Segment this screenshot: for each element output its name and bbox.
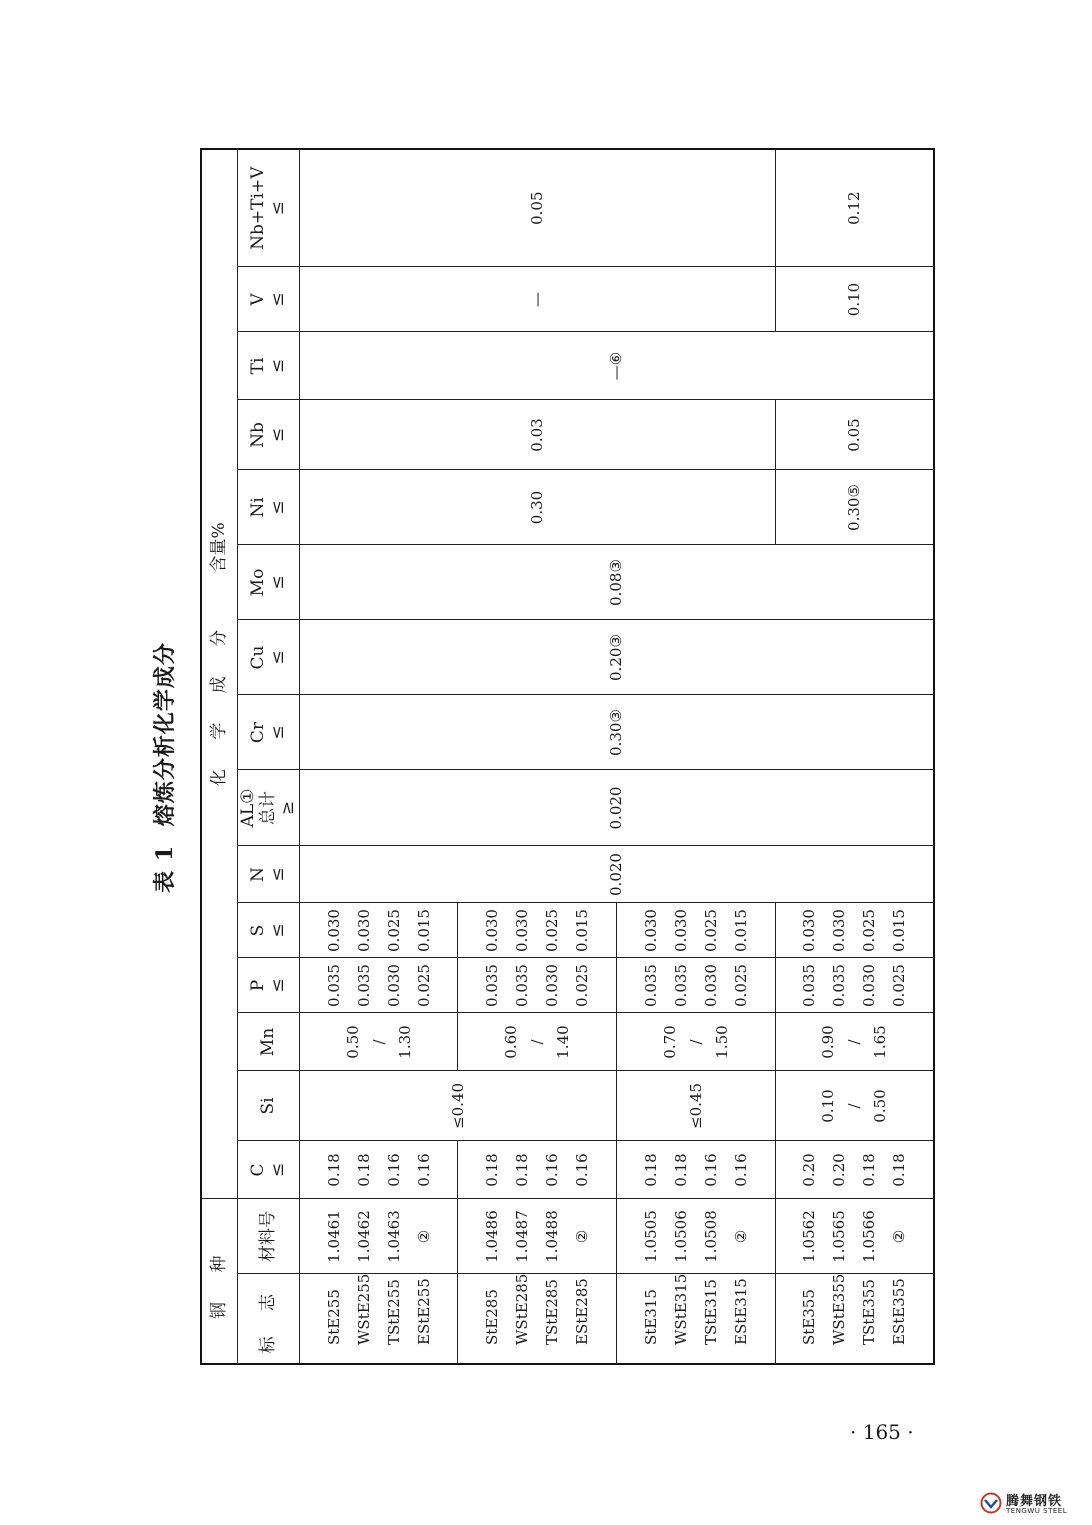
si-cell: 0.10 / 0.50	[775, 1071, 934, 1141]
material-cell: 1.0562 1.0565 1.0566 ②	[775, 1199, 934, 1274]
nbtiv-cell: 0.12	[775, 149, 934, 267]
mn-cell: 0.90 / 1.65	[775, 1013, 934, 1071]
watermark-cn: 腾舞钢铁	[1006, 1494, 1063, 1509]
header-P: P ≤	[237, 958, 299, 1013]
si-cell: ≤0.45	[617, 1071, 776, 1141]
ni-cell: 0.30	[299, 470, 775, 545]
cr-cell: 0.30③	[299, 695, 934, 770]
nb-cell: 0.05	[775, 400, 934, 470]
header-V: V ≤	[237, 267, 299, 332]
watermark	[980, 1490, 1085, 1522]
grade-cell: StE255 WStE255 TStE255 EStE255	[299, 1274, 458, 1364]
material-cell: 1.0461 1.0462 1.0463 ②	[299, 1199, 458, 1274]
watermark-en: TENGWU STEEL	[1006, 1507, 1068, 1515]
c-cell: 0.18 0.18 0.16 0.16	[458, 1141, 617, 1199]
grade-header: 标 志	[237, 1274, 299, 1364]
chemistry-header: 化 学 成 分 含量%	[201, 149, 237, 1199]
page-number: · 165 ·	[850, 1420, 914, 1444]
header-Mn: Mn	[237, 1013, 299, 1071]
s-cell: 0.030 0.030 0.025 0.015	[775, 903, 934, 958]
c-cell: 0.20 0.20 0.18 0.18	[775, 1141, 934, 1199]
ni-cell: 0.30⑤	[775, 470, 934, 545]
p-cell: 0.035 0.035 0.030 0.025	[458, 958, 617, 1013]
grade-cell: StE315 WStE315 TStE315 EStE315	[617, 1274, 776, 1364]
s-cell: 0.030 0.030 0.025 0.015	[458, 903, 617, 958]
grade-cell: StE285 WStE285 TStE285 EStE285	[458, 1274, 617, 1364]
v-cell: 0.10	[775, 267, 934, 332]
steel-type-header: 钢 种	[201, 1199, 237, 1364]
header-N: N ≤	[237, 846, 299, 903]
mn-cell: 0.50 / 1.30	[299, 1013, 458, 1071]
mo-cell: 0.08③	[299, 545, 934, 620]
rotated-table-area	[152, 166, 935, 1365]
v-cell: —	[299, 267, 775, 332]
header-Ti: Ti ≤	[237, 332, 299, 400]
p-cell: 0.035 0.035 0.030 0.025	[617, 958, 776, 1013]
nb-cell: 0.03	[299, 400, 775, 470]
si-cell: ≤0.40	[299, 1071, 616, 1141]
mn-cell: 0.60 / 1.40	[458, 1013, 617, 1071]
steel-logo-icon	[980, 1492, 1002, 1514]
ti-cell: —⑥	[299, 332, 934, 400]
s-cell: 0.030 0.030 0.025 0.015	[299, 903, 458, 958]
header-Cu: Cu ≤	[237, 620, 299, 695]
mn-cell: 0.70 / 1.50	[617, 1013, 776, 1071]
c-cell: 0.18 0.18 0.16 0.16	[299, 1141, 458, 1199]
c-cell: 0.18 0.18 0.16 0.16	[617, 1141, 776, 1199]
header-C: C ≤	[237, 1141, 299, 1199]
header-Nb: Nb ≤	[237, 400, 299, 470]
header-Cr: Cr ≤	[237, 695, 299, 770]
table-caption: 熔炼分析化学成分	[152, 642, 178, 827]
header-NbTiV: Nb+Ti+V ≤	[237, 149, 299, 267]
header-Mo: Mo ≤	[237, 545, 299, 620]
table-number: 表 1	[152, 844, 178, 893]
cu-cell: 0.20③	[299, 620, 934, 695]
nbtiv-cell: 0.05	[299, 149, 775, 267]
header-AL: AL① 总计 ≥	[237, 770, 299, 846]
s-cell: 0.030 0.030 0.025 0.015	[617, 903, 776, 958]
al-cell: 0.020	[299, 770, 934, 846]
table-title	[148, 170, 179, 1365]
material-cell: 1.0486 1.0487 1.0488 ②	[458, 1199, 617, 1274]
grade-cell: StE355 WStE355 TStE355 EStE355	[775, 1274, 934, 1364]
content-unit: 含量%	[209, 522, 230, 573]
material-number-header: 材料号	[237, 1199, 299, 1274]
n-cell: 0.020	[299, 846, 934, 903]
p-cell: 0.035 0.035 0.030 0.025	[299, 958, 458, 1013]
chemical-composition-table	[200, 148, 935, 1365]
material-cell: 1.0505 1.0506 1.0508 ②	[617, 1199, 776, 1274]
header-Si: Si	[237, 1071, 299, 1141]
header-S: S ≤	[237, 903, 299, 958]
header-Ni: Ni ≤	[237, 470, 299, 545]
p-cell: 0.035 0.035 0.030 0.025	[775, 958, 934, 1013]
